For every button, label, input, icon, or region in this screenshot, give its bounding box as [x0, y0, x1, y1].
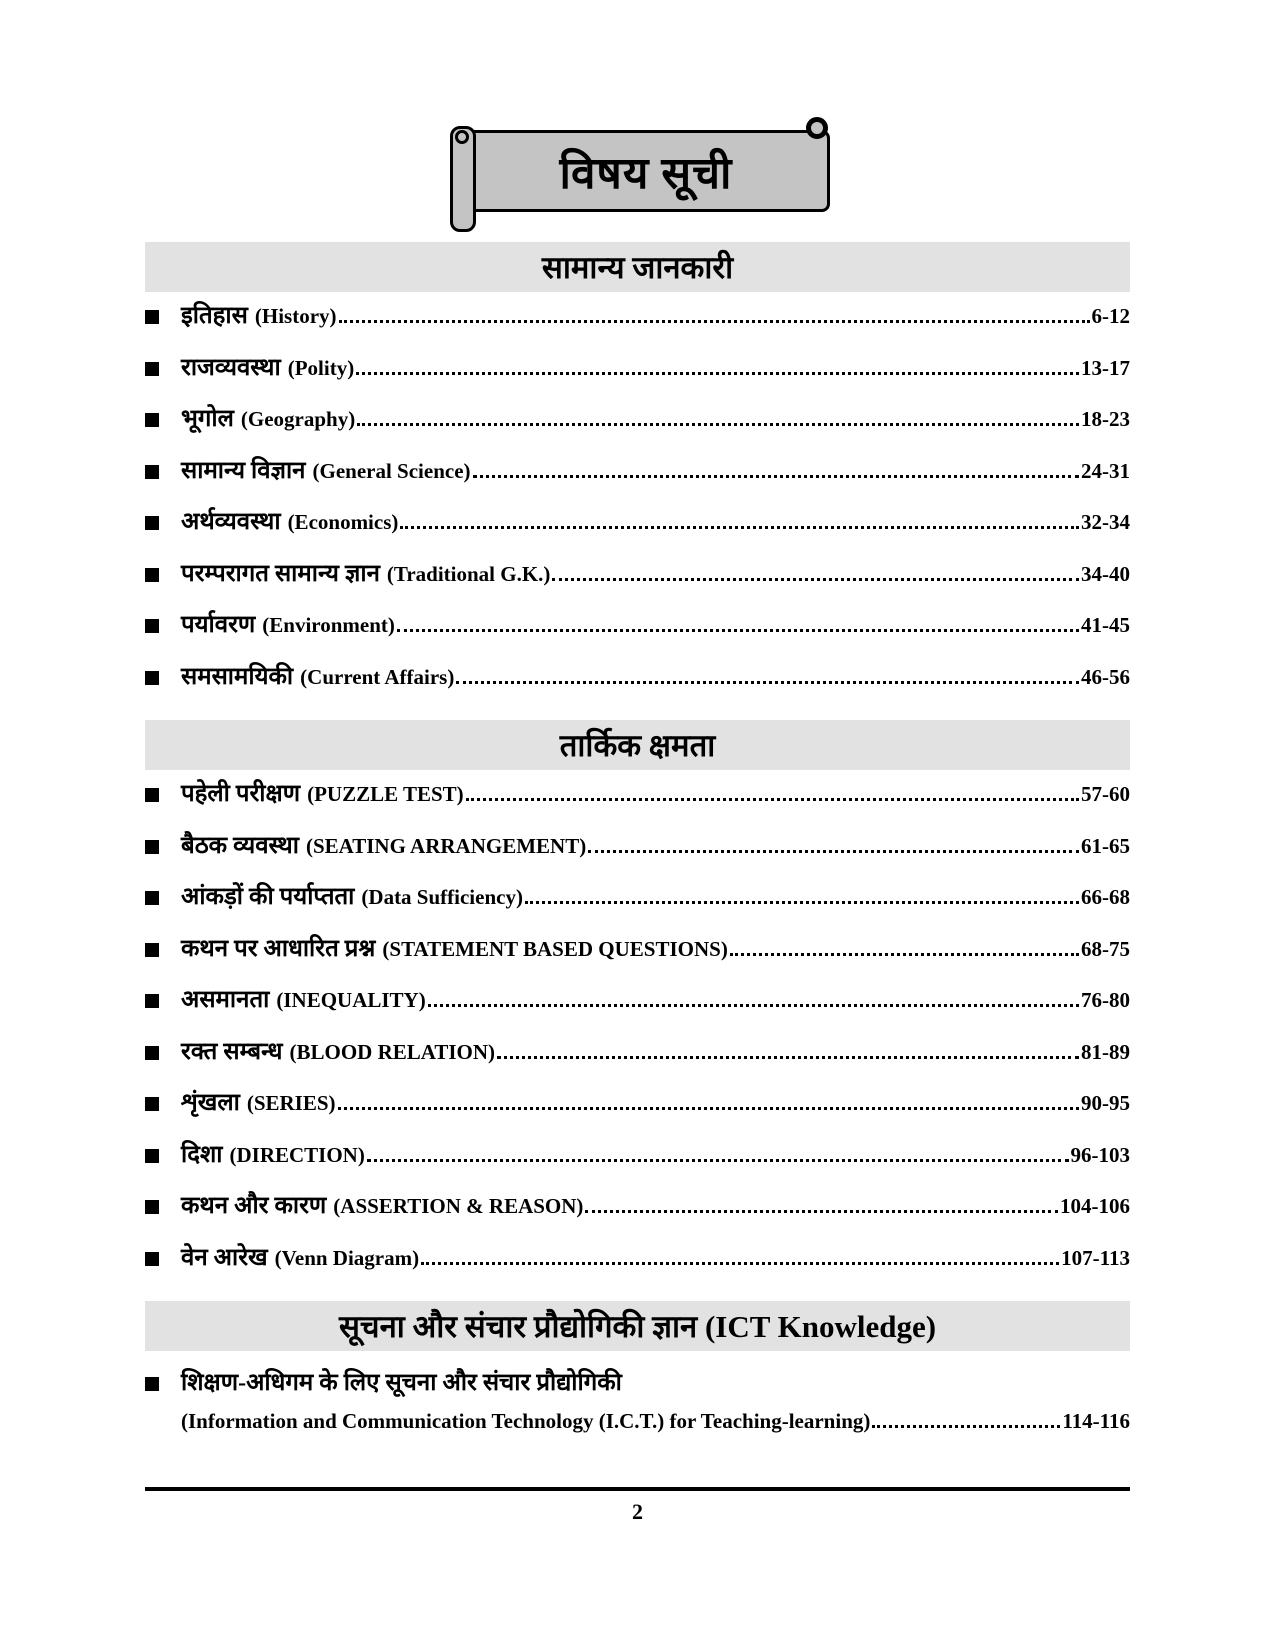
toc-item	[145, 504, 1130, 556]
item-page-range: 34-40	[1081, 561, 1130, 586]
bullet-square-icon	[145, 516, 159, 530]
dot-leader	[588, 850, 1079, 853]
toc-item	[145, 982, 1130, 1034]
item-title-english: (DIRECTION)	[229, 1142, 365, 1167]
toc-item	[145, 1357, 1130, 1455]
bullet-square-icon	[145, 465, 159, 479]
item-title-english: (Economics)	[287, 510, 399, 534]
toc-item	[145, 607, 1130, 659]
item-title-english: (Information and Communication Technology (I.C.T.) for Teaching-learning)	[181, 1409, 871, 1433]
bullet-square-icon	[145, 840, 159, 854]
toc-item	[145, 1240, 1130, 1292]
item-page-range: 104-106	[1060, 1194, 1130, 1218]
page-footer	[145, 1487, 1130, 1525]
section-heading-label: सामान्य जानकारी	[541, 250, 734, 285]
section-items	[145, 1357, 1130, 1455]
section-heading-label: सूचना और संचार प्रौद्योगिकी ज्ञान (ICT Knowledge)	[338, 1309, 937, 1344]
section-items	[145, 298, 1130, 710]
item-page-range: 76-80	[1081, 988, 1130, 1012]
dot-leader	[585, 1210, 1058, 1213]
bullet-square-icon	[145, 1200, 159, 1214]
dot-leader	[456, 681, 1079, 684]
dot-leader	[421, 1262, 1059, 1265]
dot-leader	[473, 475, 1079, 478]
item-page-range: 13-17	[1081, 355, 1130, 380]
toc-item	[145, 828, 1130, 880]
toc-item	[145, 1137, 1130, 1189]
item-title-hindi: समसामयिकी	[181, 663, 294, 690]
item-page-range: 114-116	[1062, 1409, 1130, 1433]
banner-scroll-roll-icon	[450, 126, 476, 232]
item-title-english: (Geography)	[240, 407, 356, 431]
item-title-hindi: पहेली परीक्षण	[181, 781, 301, 807]
item-title-english: (Current Affairs)	[300, 664, 455, 689]
banner-scroll-curl-icon	[806, 117, 828, 139]
item-title-english: (SEATING ARRANGEMENT)	[305, 833, 587, 858]
toc-item	[145, 453, 1130, 505]
bullet-square-icon	[145, 943, 159, 957]
item-title-hindi: अर्थव्यवस्था	[181, 509, 281, 535]
dot-leader	[367, 1159, 1069, 1162]
item-page-range: 81-89	[1081, 1039, 1130, 1064]
dot-leader	[357, 423, 1079, 426]
toc-item	[145, 350, 1130, 402]
item-title-english: (SERIES)	[246, 1091, 336, 1115]
bullet-square-icon	[145, 1377, 159, 1391]
bullet-square-icon	[145, 310, 159, 324]
item-title-hindi: कथन और कारण	[181, 1193, 327, 1219]
dot-leader	[356, 372, 1079, 375]
item-title-hindi: दिशा	[181, 1141, 223, 1168]
dot-leader	[466, 798, 1079, 801]
bullet-square-icon	[145, 891, 159, 905]
item-title-hindi: सामान्य विज्ञान	[181, 457, 306, 484]
dot-leader	[525, 901, 1079, 904]
item-page-range: 68-75	[1081, 936, 1130, 961]
title-banner	[0, 0, 1275, 232]
toc-item	[145, 1085, 1130, 1137]
item-title-english: (Traditional G.K.)	[386, 561, 551, 586]
page-number: 2	[632, 1499, 643, 1524]
item-page-range: 6-12	[1091, 304, 1130, 328]
dot-leader	[339, 320, 1090, 323]
item-title-hindi: आंकड़ों की पर्याप्तता	[181, 884, 355, 910]
item-title-hindi: भूगोल	[181, 406, 234, 432]
dot-leader	[552, 578, 1079, 581]
toc-section	[145, 1301, 1130, 1455]
item-title-hindi: राजव्यवस्था	[181, 354, 281, 381]
toc-item-line2	[145, 1409, 1130, 1453]
item-page-range: 46-56	[1081, 664, 1130, 689]
dot-leader	[400, 526, 1079, 529]
toc-item	[145, 659, 1130, 711]
item-title-english: (History)	[254, 304, 337, 328]
item-title-english: (Venn Diagram)	[274, 1245, 420, 1270]
section-items	[145, 776, 1130, 1291]
item-title-english: (Environment)	[262, 613, 395, 637]
toc-item	[145, 879, 1130, 931]
toc-item	[145, 776, 1130, 828]
item-page-range: 66-68	[1081, 885, 1130, 909]
section-heading-label: तार्किक क्षमता	[559, 728, 716, 763]
item-title-english: (PUZZLE TEST)	[307, 782, 464, 806]
item-title-hindi: वेन आरेख	[181, 1244, 268, 1271]
dot-leader	[730, 953, 1079, 956]
item-title-hindi: बैठक व्यवस्था	[181, 832, 299, 859]
toc-item	[145, 401, 1130, 453]
item-title-hindi: इतिहास	[181, 303, 248, 329]
bullet-square-icon	[145, 568, 159, 582]
section-heading	[145, 1301, 1130, 1351]
toc-item-line1	[145, 1365, 1130, 1409]
toc-item	[145, 298, 1130, 350]
bullet-square-icon	[145, 362, 159, 376]
section-heading	[145, 720, 1130, 770]
toc-section	[145, 242, 1130, 710]
section-heading	[145, 242, 1130, 292]
item-page-range: 18-23	[1081, 407, 1130, 431]
item-title-english: (Polity)	[287, 355, 355, 380]
bullet-square-icon	[145, 413, 159, 427]
item-page-range: 61-65	[1081, 833, 1130, 858]
bullet-square-icon	[145, 1149, 159, 1163]
item-title-english: (General Science)	[312, 458, 471, 483]
dot-leader	[428, 1004, 1079, 1007]
dot-leader	[497, 1056, 1079, 1059]
item-title-hindi: असमानता	[181, 987, 270, 1013]
item-page-range: 96-103	[1070, 1142, 1130, 1167]
item-page-range: 32-34	[1081, 510, 1130, 534]
dot-leader	[872, 1425, 1060, 1428]
item-title-hindi: परम्परागत सामान्य ज्ञान	[181, 560, 380, 587]
item-page-range: 41-45	[1081, 613, 1130, 637]
bullet-square-icon	[145, 788, 159, 802]
item-title-hindi: कथन पर आधारित प्रश्न	[181, 935, 376, 962]
item-title-hindi: पर्यावरण	[181, 612, 256, 638]
item-title-english: (STATEMENT BASED QUESTIONS)	[382, 936, 728, 961]
item-title-english: (Data Sufficiency)	[361, 885, 523, 909]
item-title-hindi: रक्त सम्बन्ध	[181, 1038, 283, 1065]
toc-content	[145, 242, 1130, 1455]
bullet-square-icon	[145, 619, 159, 633]
toc-item	[145, 1034, 1130, 1086]
item-page-range: 90-95	[1081, 1091, 1130, 1115]
toc-item	[145, 931, 1130, 983]
dot-leader	[338, 1107, 1079, 1110]
bullet-square-icon	[145, 1252, 159, 1266]
item-title-hindi: शिक्षण-अधिगम के लिए सूचना और संचार प्रौद्योगिकी	[181, 1370, 622, 1396]
bullet-square-icon	[145, 1097, 159, 1111]
bullet-square-icon	[145, 671, 159, 685]
dot-leader	[397, 629, 1079, 632]
item-page-range: 107-113	[1061, 1245, 1130, 1270]
item-page-range: 57-60	[1081, 782, 1130, 806]
item-title-english: (ASSERTION & REASON)	[333, 1194, 584, 1218]
toc-item	[145, 1188, 1130, 1240]
item-title-hindi: शृंखला	[181, 1090, 240, 1116]
toc-section	[145, 720, 1130, 1291]
item-title-english: (BLOOD RELATION)	[289, 1039, 496, 1064]
banner-band	[462, 130, 830, 212]
toc-item	[145, 556, 1130, 608]
bullet-square-icon	[145, 994, 159, 1008]
bullet-square-icon	[145, 1046, 159, 1060]
page-title: विषय सूची	[559, 149, 733, 198]
item-page-range: 24-31	[1081, 458, 1130, 483]
item-title-english: (INEQUALITY)	[276, 988, 426, 1012]
